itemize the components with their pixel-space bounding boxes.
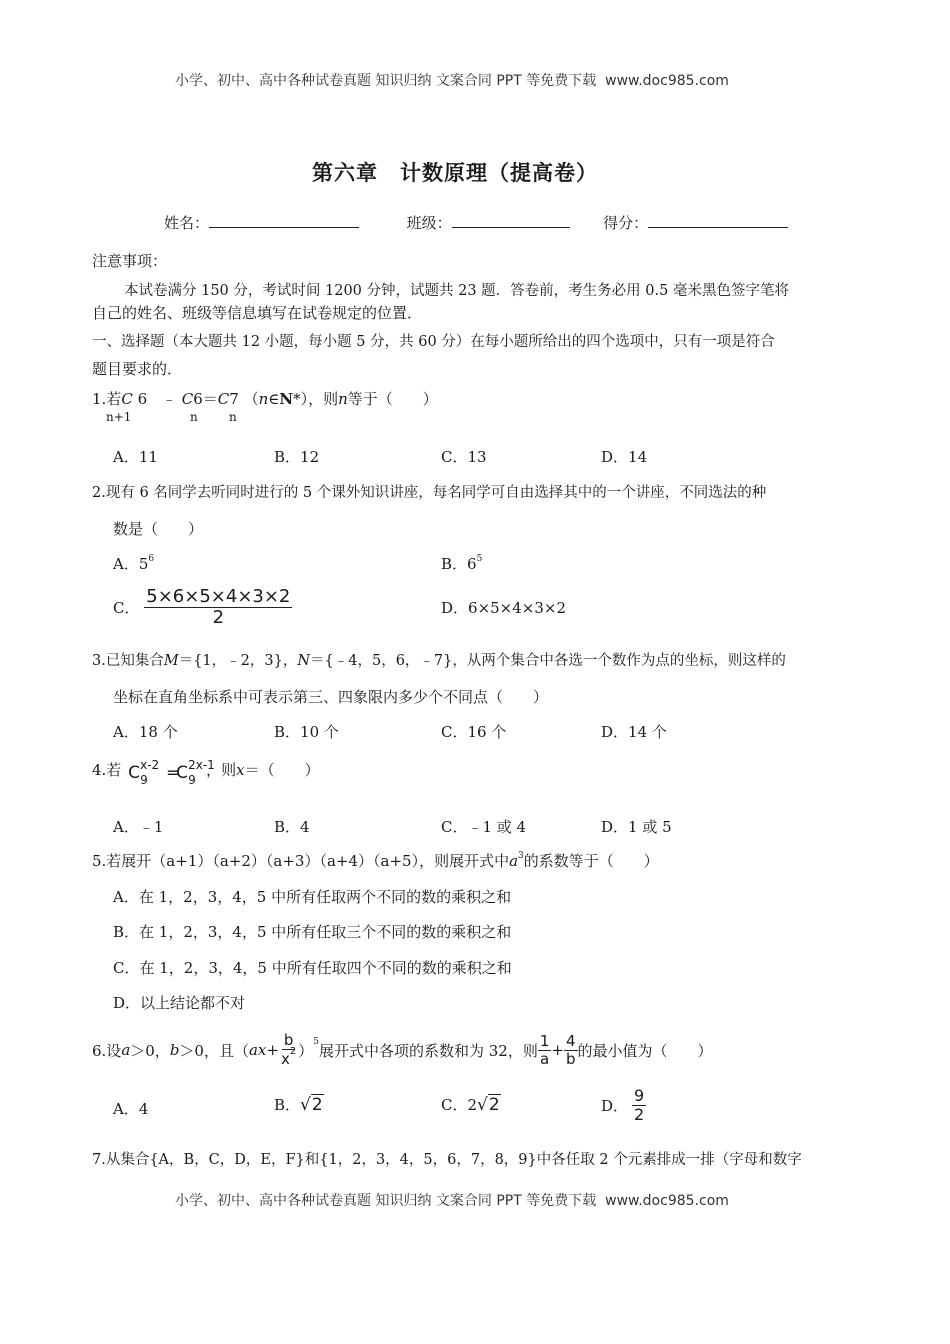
sqrt-icon: √ 2 bbox=[477, 1095, 500, 1115]
q4-option-c[interactable]: C．﹣1 或 4 bbox=[441, 818, 527, 836]
q4-option-b[interactable]: B．4 bbox=[274, 818, 310, 836]
page-footer bbox=[175, 1190, 729, 1210]
q3-option-d[interactable]: D．14 个 bbox=[601, 723, 667, 741]
name-blank[interactable] bbox=[209, 213, 359, 228]
q2-option-c[interactable]: C． $\frac{5\times 6\times 5\times 4\times 3\times 2}{2}$ bbox=[113, 586, 291, 628]
page-title: 第六章 计数原理（提高卷） bbox=[312, 161, 598, 185]
combination-expr: C x-2 9 = C 2x-1 9 bbox=[128, 758, 215, 787]
q5-option-a[interactable]: A．在 1，2，3，4，5 中所有任取两个不同的数的乘积之和 bbox=[113, 888, 512, 906]
q4-option-d[interactable]: D．1 或 5 bbox=[601, 818, 672, 836]
q2-option-a[interactable]: A．$5^6$ bbox=[113, 554, 155, 573]
class-blank[interactable] bbox=[452, 213, 570, 228]
q6-option-b[interactable]: B． √ 2 bbox=[274, 1095, 323, 1115]
fraction-4-over-b: $\frac{4}{b}$ bbox=[565, 1031, 576, 1068]
question-2-line-1: 2.现有 6 名同学去听同时进行的 5 个课外知识讲座，每名同学可自由选择其中的一个讲座，不同选法的种 bbox=[92, 485, 767, 501]
notice-line-1: 本试卷满分 150 分，考试时间 1200 分钟，试题共 23 题．答卷前，考生务必用 0.5 毫米黑色签字笔将 bbox=[124, 283, 789, 299]
q5-option-c[interactable]: C．在 1，2，3，4，5 中所有任取四个不同的数的乘积之和 bbox=[113, 959, 512, 977]
header-text: 小学、初中、高中各种试卷真题 知识归纳 文案合同 PPT 等免费下载 bbox=[175, 73, 597, 89]
sqrt-icon: √ 2 bbox=[300, 1095, 323, 1115]
q6-option-d[interactable]: D． $\frac{9}{2}$ bbox=[601, 1086, 645, 1124]
score-blank[interactable] bbox=[648, 213, 788, 228]
q3-option-c[interactable]: C．16 个 bbox=[441, 723, 507, 741]
notice-line-2: 自己的姓名、班级等信息填写在试卷规定的位置． bbox=[92, 304, 423, 322]
fraction-9-over-2: $\frac{9}{2}$ bbox=[634, 1086, 645, 1124]
section-heading-1: 一、选择题（本大题共 12 小题，每小题 5 分，共 60 分）在每小题所给出的四个选项中，只有一项是符合 bbox=[92, 334, 775, 350]
q2-option-b[interactable]: B．$6^5$ bbox=[441, 554, 483, 573]
question-3-line-2: 坐标在直角坐标系中可表示第三、四象限内多少个不同点（ ） bbox=[113, 688, 549, 706]
notice-heading: 注意事项： bbox=[92, 252, 168, 270]
score-label: 得分： bbox=[603, 214, 649, 232]
page-header bbox=[175, 70, 729, 90]
q1-option-b[interactable]: B．12 bbox=[274, 448, 320, 466]
q1-option-a[interactable]: A．11 bbox=[113, 448, 158, 466]
question-2-line-2: 数是（ ） bbox=[113, 520, 204, 538]
footer-site: www.doc985.com bbox=[605, 1193, 729, 1209]
q1-option-d[interactable]: D．14 bbox=[601, 448, 648, 466]
question-3-line-1: 3.已知集合M＝{1，﹣2，3}，N＝{﹣4，5，6，﹣7}，从两个集合中各选一个数作为点的坐标，则这样的 bbox=[92, 653, 786, 669]
info-row bbox=[164, 212, 788, 233]
class-label: 班级： bbox=[406, 214, 452, 232]
q4-option-a[interactable]: A．﹣1 bbox=[113, 818, 164, 836]
q6-option-a[interactable]: A．4 bbox=[113, 1100, 149, 1118]
question-1-stem: 1.若C 6 ﹣ C6＝C7 （n∈N*），则n等于（ ） bbox=[92, 390, 438, 408]
footer-text: 小学、初中、高中各种试卷真题 知识归纳 文案合同 PPT 等免费下载 bbox=[175, 1193, 597, 1209]
question-5-stem: 5.若展开（a+1）（a+2）（a+3）（a+4）（a+5），则展开式中$a^3$的系数等于（ ） bbox=[92, 851, 659, 870]
q6-option-c[interactable]: C．2 √ 2 bbox=[441, 1095, 500, 1115]
name-label: 姓名： bbox=[164, 214, 210, 232]
fraction: $\frac{5\times 6\times 5\times 4\times 3\times 2}{2}$ bbox=[146, 586, 291, 628]
header-site: www.doc985.com bbox=[605, 73, 729, 89]
question-4-stem: 4.若 C x-2 9 = C 2x-1 9 ，则x＝（ ） bbox=[92, 758, 320, 787]
q3-option-a[interactable]: A．18 个 bbox=[113, 723, 178, 741]
question-6-stem: 6.设 a ＞0， b ＞0，且（ ax + $\frac{b}{x^2}$ ） $^5$ 展开式中各项的系数和为 32，则 $\frac{1}{a}$ + $\frac{4}{b}$ 的最小值为（ ） bbox=[92, 1031, 713, 1068]
question-7-line-1: 7.从集合{A，B，C，D，E，F}和{1，2，3，4，5，6，7，8，9}中各任取 2 个元素排成一排（字母和数字 bbox=[92, 1152, 802, 1168]
fraction-b-over-x2: $\frac{b}{x^2}$ bbox=[280, 1031, 297, 1068]
q5-option-b[interactable]: B．在 1，2，3，4，5 中所有任取三个不同的数的乘积之和 bbox=[113, 923, 512, 941]
q3-option-b[interactable]: B．10 个 bbox=[274, 723, 339, 741]
fraction-1-over-a: $\frac{1}{a}$ bbox=[539, 1031, 550, 1068]
section-heading-2: 题目要求的． bbox=[92, 360, 183, 378]
q5-option-d[interactable]: D．以上结论都不对 bbox=[113, 994, 246, 1012]
q1-option-c[interactable]: C．13 bbox=[441, 448, 487, 466]
q2-option-d[interactable]: D．6×5×4×3×2 bbox=[441, 599, 567, 617]
